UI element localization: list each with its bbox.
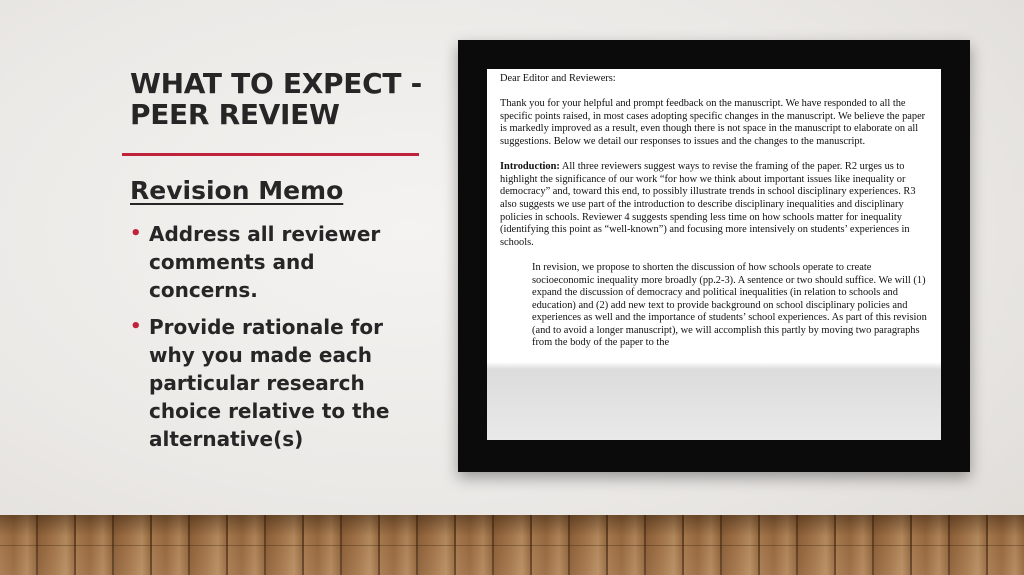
memo-revision-paragraph: In revision, we propose to shorten the discussion of how schools operate to create socioeconomic inequality more broadly (pp.2-3). A sentence or two should suffice. We will (1) expand the discussion of democracy and political inequalities (in relation to schools and education) and (2) add new text to provide background on school disciplinary policies and experiences as well and the importance of students’ school experiences. As part of this revision (and to avoid a longer manuscript), we will accomplish this partly by moving two paragraphs from the body of the paper to the bbox=[532, 261, 927, 349]
bullet-dot-icon: • bbox=[130, 223, 142, 244]
memo-greeting: Dear Editor and Reviewers: bbox=[500, 73, 616, 84]
memo-text bbox=[500, 73, 930, 365]
section-subheading: Revision Memo bbox=[130, 176, 344, 205]
bullet-item bbox=[130, 220, 390, 304]
memo-introduction-paragraph bbox=[500, 161, 930, 249]
bullet-dot-icon: • bbox=[130, 316, 142, 337]
wood-floor-seam bbox=[0, 545, 1024, 546]
memo-introduction-text: All three reviewers suggest ways to revise the framing of the paper. R2 urges us to highlight the significance of our work “for how we think about important issues like inequality or democracy” and, toward this end, to possibly illustrate trends in school disciplinary experiences. R3 also suggests we use part of the introduction to describe disciplinary inequalities and disciplinary policies in schools. Reviewer 4 suggests spending less time on how schools matter for inequality (identifying this point as “well-known”) and focusing more intensively on students’ experiences in schools. bbox=[500, 161, 916, 248]
title-accent-line bbox=[122, 153, 419, 156]
memo-paragraph: Thank you for your helpful and prompt feedback on the manuscript. We have responded to all the specific points raised, in most cases adopting specific changes in the manuscript. We believe the paper is markedly improved as a result, even though there is not space in the manuscript to elaborate on all suggestions. Below we detail our responses to issues and the changes to the manuscript. bbox=[500, 98, 926, 147]
memo-introduction-label: Introduction: bbox=[500, 161, 560, 173]
slide-title: WHAT TO EXPECT - PEER REVIEW bbox=[130, 67, 422, 131]
bullet-text: Address all reviewer comments and concerns. bbox=[149, 222, 381, 302]
revision-memo-image bbox=[487, 69, 941, 440]
bullet-text: Provide rationale for why you made each particular research choice relative to the alternative(s) bbox=[149, 315, 390, 451]
bullet-item bbox=[130, 313, 390, 453]
bullet-list bbox=[130, 220, 390, 462]
